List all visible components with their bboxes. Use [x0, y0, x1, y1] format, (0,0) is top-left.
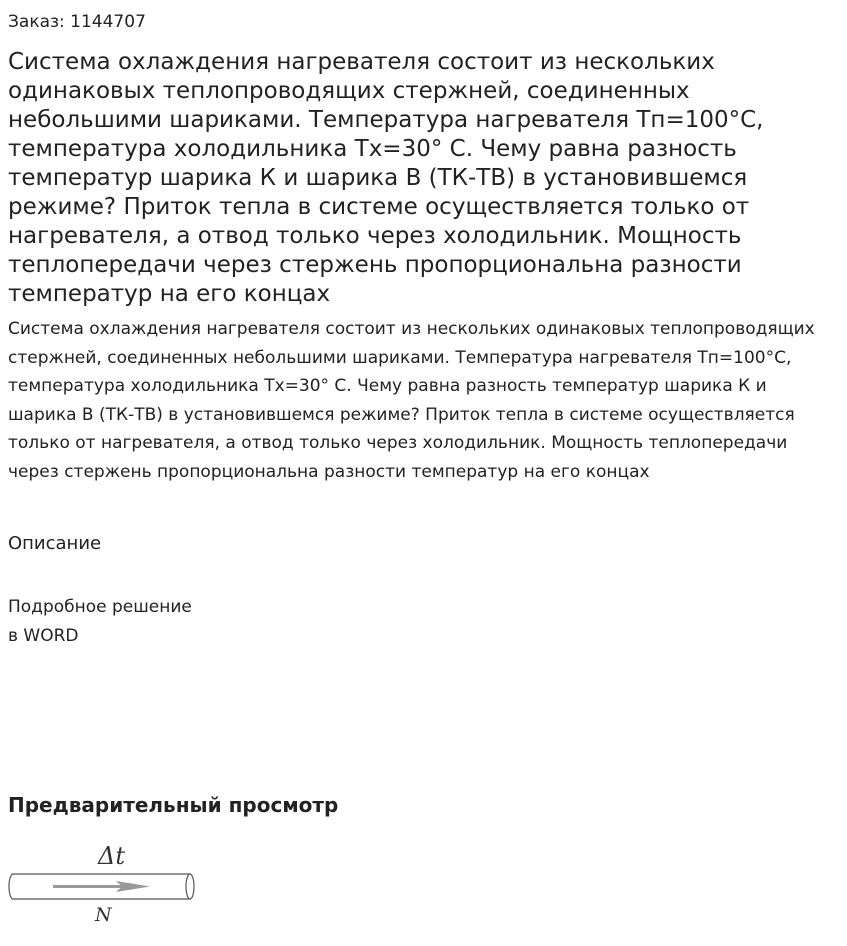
page-title: Система охлаждения нагревателя состоит из нескольких одинаковых теплопроводящих стержней, соединенных небольшими шариками. Температура нагревателя Тп=100°С, температура холодильника Тх=30° С. Чему равна разность температур шарика К и шарика В (ТК-ТВ) в установившемся режиме? Приток тепла в системе осуществляется только от нагревателя, а отвод только через холодильник. Мощность теплопередачи через стержень пропорциональна разности температур на его концах [8, 49, 764, 307]
preview-figure [8, 838, 208, 933]
solution-info [8, 593, 192, 650]
rod-right-end [186, 874, 194, 899]
rod-left-end [9, 874, 13, 899]
solution-line-1: Подробное решение [8, 597, 192, 617]
delta-t-label: Δt [98, 842, 125, 870]
solution-line-2: в WORD [8, 625, 79, 646]
rod-diagram [8, 838, 208, 933]
order-number: Заказ: 1144707 [8, 12, 146, 32]
n-label: N [95, 904, 112, 926]
task-description: Система охлаждения нагревателя состоит из нескольких одинаковых теплопроводящих стержней, соединенных небольшими шариками. Температура нагревателя Тп=100°С, температура холодильника Тх=30° С. Чему равна разность температур шарика К и шарика В (ТК-ТВ) в установившемся режиме? Приток тепла в системе осуществляется только от нагревателя, а отвод только через холодильник. Мощность теплопередачи через стержень пропорциональна разности температур на его концах [8, 319, 815, 482]
preview-heading: Предварительный просмотр [8, 793, 339, 817]
description-label: Описание [8, 533, 102, 554]
